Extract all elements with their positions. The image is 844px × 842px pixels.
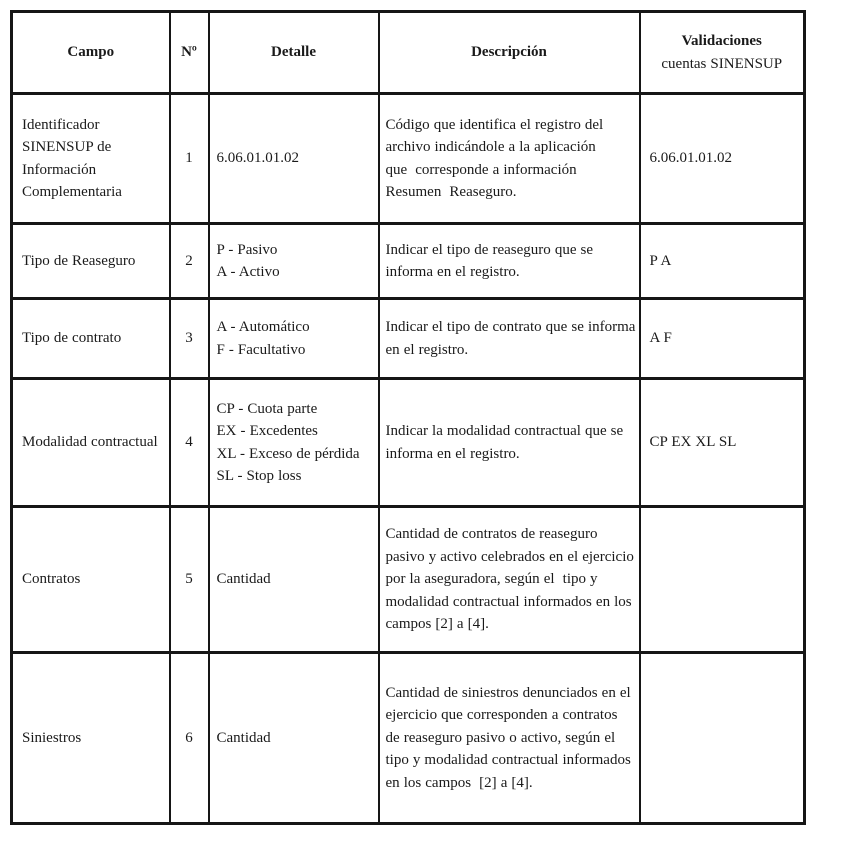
detalle-line: XL - Exceso de pérdida xyxy=(216,445,360,462)
validaciones-cell: A F xyxy=(640,299,805,379)
numero-cell: 3 xyxy=(170,299,209,379)
validaciones-cell: CP EX XL SL xyxy=(640,379,805,507)
detalle-line: Cantidad xyxy=(216,571,271,588)
table-row xyxy=(12,653,805,824)
detalle-cell xyxy=(209,224,379,299)
descripcion-cell: Indicar la modalidad contractual que se informa en el registro. xyxy=(379,379,640,507)
table-row xyxy=(12,224,805,299)
campo-cell: Siniestros xyxy=(12,653,170,824)
descripcion-cell: Cantidad de siniestros denunciados en el ejercicio que corresponden a contratos de reaseguro pasivo o activo, según el tipo y modalidad contractual informados en los campos [2] a [4]. xyxy=(379,653,640,824)
detalle-line: 6.06.01.01.02 xyxy=(216,150,299,167)
detalle-line: F - Facultativo xyxy=(216,341,306,358)
descripcion-cell: Indicar el tipo de contrato que se informa en el registro. xyxy=(379,299,640,379)
numero-cell: 5 xyxy=(170,507,209,653)
campo-cell: Tipo de Reaseguro xyxy=(12,224,170,299)
detalle-cell xyxy=(209,94,379,224)
validaciones-cell xyxy=(640,507,805,653)
col-header-descripcion: Descripción xyxy=(379,12,640,94)
detalle-line: Cantidad xyxy=(216,729,271,746)
table-row xyxy=(12,94,805,224)
numero-cell: 1 xyxy=(170,94,209,224)
validaciones-cell: 6.06.01.01.02 xyxy=(640,94,805,224)
numero-cell: 6 xyxy=(170,653,209,824)
col-header-detalle: Detalle xyxy=(209,12,379,94)
detalle-cell xyxy=(209,379,379,507)
validaciones-header-line1: Validaciones xyxy=(681,33,762,49)
detalle-line: P - Pasivo xyxy=(216,241,278,258)
validaciones-cell: P A xyxy=(640,224,805,299)
detalle-cell xyxy=(209,507,379,653)
detalle-line: EX - Excedentes xyxy=(216,423,318,439)
detalle-line: CP - Cuota parte xyxy=(216,400,318,417)
table-row xyxy=(12,299,805,379)
table-row xyxy=(12,507,805,653)
detalle-cell xyxy=(209,653,379,824)
campo-cell: Tipo de contrato xyxy=(12,299,170,379)
campo-cell: Contratos xyxy=(12,507,170,653)
campo-cell: Identificador SINENSUP de Información Complementaria xyxy=(12,94,170,224)
descripcion-cell: Indicar el tipo de reaseguro que se informa en el registro. xyxy=(379,224,640,299)
validaciones-header-line2: cuentas SINENSUP xyxy=(661,55,783,72)
numero-cell: 4 xyxy=(170,379,209,507)
table-row xyxy=(12,379,805,507)
detalle-cell xyxy=(209,299,379,379)
numero-cell: 2 xyxy=(170,224,209,299)
header-row xyxy=(12,12,805,94)
validaciones-cell xyxy=(640,653,805,824)
detalle-line: A - Automático xyxy=(216,319,310,335)
descripcion-cell: Cantidad de contratos de reaseguro pasivo y activo celebrados en el ejercicio por la aseguradora, según el tipo y modalidad contractual informados en los campos [2] a [4]. xyxy=(379,507,640,653)
descripcion-cell: Código que identifica el registro del archivo indicándole a la aplicación que corresponde a información Resumen Reaseguro. xyxy=(379,94,640,224)
col-header-numero: Nº xyxy=(170,12,209,94)
field-spec-table xyxy=(10,10,806,825)
detalle-line: SL - Stop loss xyxy=(216,468,302,484)
campo-cell: Modalidad contractual xyxy=(12,379,170,507)
col-header-campo: Campo xyxy=(12,12,170,94)
col-header-validaciones xyxy=(640,12,805,94)
detalle-line: A - Activo xyxy=(216,264,280,280)
